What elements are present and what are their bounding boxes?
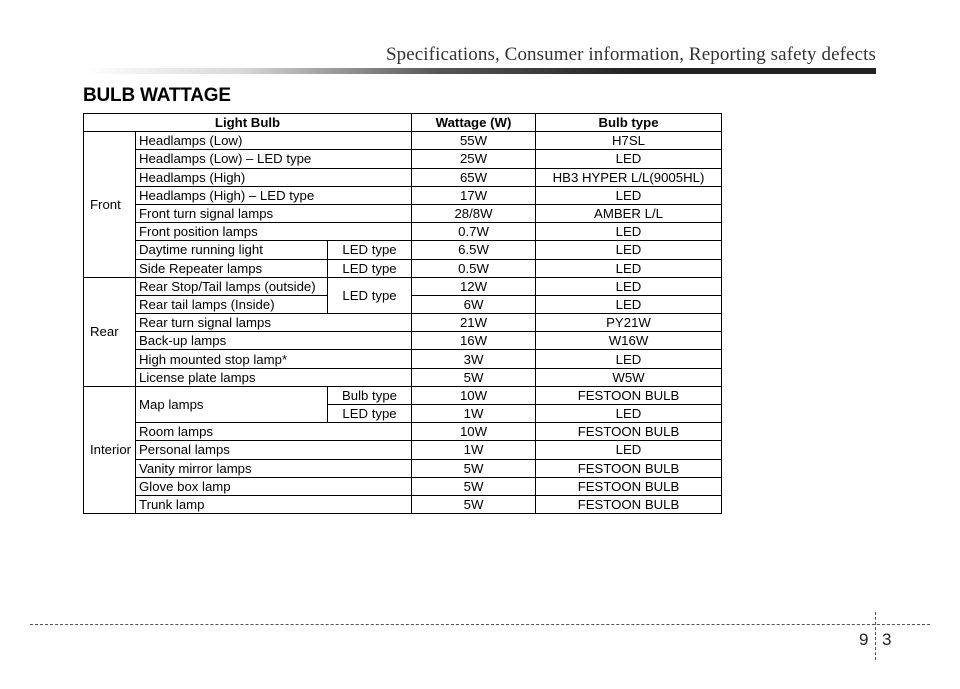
group-label-interior: Interior (84, 386, 136, 513)
bulb-type-value: LED (536, 405, 722, 423)
wattage-value: 17W (412, 186, 536, 204)
bulb-type-value: H7SL (536, 132, 722, 150)
footer-divider (875, 612, 876, 660)
table-row (84, 314, 722, 332)
bulb-type-value: LED (536, 350, 722, 368)
wattage-value: 21W (412, 314, 536, 332)
bulb-type-value: LED (536, 223, 722, 241)
column-header-wattage: Wattage (W) (412, 114, 536, 132)
chapter-number: 9 (859, 630, 869, 649)
table-header-row (84, 114, 722, 132)
bulb-wattage-table (83, 113, 722, 514)
group-label-rear: Rear (84, 277, 136, 386)
bulb-type-value: LED (536, 295, 722, 313)
bulb-type-value: FESTOON BULB (536, 495, 722, 513)
bulb-type-value: HB3 HYPER L/L(9005HL) (536, 168, 722, 186)
bulb-name: License plate lamps (136, 368, 412, 386)
wattage-value: 25W (412, 150, 536, 168)
column-header-bulb-type: Bulb type (536, 114, 722, 132)
bulb-type-value: LED (536, 277, 722, 295)
bulb-type-value: LED (536, 441, 722, 459)
bulb-name: Trunk lamp (136, 495, 412, 513)
bulb-type-value: LED (536, 150, 722, 168)
bulb-subtype: LED type (328, 405, 412, 423)
wattage-value: 1W (412, 441, 536, 459)
column-header-light-bulb: Light Bulb (84, 114, 412, 132)
wattage-value: 6W (412, 295, 536, 313)
bulb-name: Headlamps (High) (136, 168, 412, 186)
bulb-name: Vanity mirror lamps (136, 459, 412, 477)
bulb-name: Map lamps (136, 386, 328, 422)
wattage-value: 65W (412, 168, 536, 186)
footer-rule (30, 624, 930, 625)
bulb-name: Front position lamps (136, 223, 412, 241)
wattage-value: 55W (412, 132, 536, 150)
table-row (84, 477, 722, 495)
table-row (84, 423, 722, 441)
table-row (84, 277, 722, 295)
bulb-subtype: LED type (328, 241, 412, 259)
bulb-name: Headlamps (High) – LED type (136, 186, 412, 204)
bulb-name: Room lamps (136, 423, 412, 441)
bulb-name: Rear turn signal lamps (136, 314, 412, 332)
table-row (84, 204, 722, 222)
bulb-subtype: Bulb type (328, 386, 412, 404)
group-label-front: Front (84, 132, 136, 278)
table-row (84, 441, 722, 459)
section-title: BULB WATTAGE (83, 85, 231, 106)
wattage-value: 6.5W (412, 241, 536, 259)
bulb-name: High mounted stop lamp* (136, 350, 412, 368)
table-row (84, 459, 722, 477)
bulb-name: Glove box lamp (136, 477, 412, 495)
bulb-type-value: LED (536, 186, 722, 204)
page-header-title: Specifications, Consumer information, Reporting safety defects (385, 44, 876, 65)
bulb-type-value: LED (536, 259, 722, 277)
table-row (84, 241, 722, 259)
bulb-type-value: W5W (536, 368, 722, 386)
table-row (84, 223, 722, 241)
table-row (84, 368, 722, 386)
table-row (84, 259, 722, 277)
bulb-name: Daytime running light (136, 241, 328, 259)
wattage-value: 12W (412, 277, 536, 295)
table-row (84, 186, 722, 204)
page-number: 3 (882, 630, 892, 649)
wattage-value: 3W (412, 350, 536, 368)
wattage-value: 5W (412, 368, 536, 386)
bulb-subtype: LED type (328, 259, 412, 277)
table-row (84, 150, 722, 168)
bulb-type-value: FESTOON BULB (536, 477, 722, 495)
bulb-type-value: PY21W (536, 314, 722, 332)
table-row (84, 495, 722, 513)
bulb-type-value: FESTOON BULB (536, 459, 722, 477)
table-row (84, 132, 722, 150)
wattage-value: 10W (412, 423, 536, 441)
wattage-value: 1W (412, 405, 536, 423)
bulb-type-value: FESTOON BULB (536, 386, 722, 404)
wattage-value: 16W (412, 332, 536, 350)
table-row (84, 332, 722, 350)
wattage-value: 5W (412, 477, 536, 495)
wattage-value: 10W (412, 386, 536, 404)
table-row (84, 168, 722, 186)
wattage-value: 28/8W (412, 204, 536, 222)
bulb-subtype: LED type (328, 277, 412, 313)
bulb-name: Side Repeater lamps (136, 259, 328, 277)
bulb-name: Headlamps (Low) – LED type (136, 150, 412, 168)
bulb-type-value: W16W (536, 332, 722, 350)
bulb-name: Rear Stop/Tail lamps (outside) (136, 277, 328, 295)
bulb-type-value: LED (536, 241, 722, 259)
wattage-value: 0.5W (412, 259, 536, 277)
table-row (84, 386, 722, 404)
bulb-type-value: AMBER L/L (536, 204, 722, 222)
bulb-name: Rear tail lamps (Inside) (136, 295, 328, 313)
table-row (84, 350, 722, 368)
header-rule (83, 68, 876, 74)
bulb-name: Personal lamps (136, 441, 412, 459)
wattage-value: 0.7W (412, 223, 536, 241)
wattage-value: 5W (412, 459, 536, 477)
bulb-name: Headlamps (Low) (136, 132, 412, 150)
bulb-type-value: FESTOON BULB (536, 423, 722, 441)
bulb-name: Front turn signal lamps (136, 204, 412, 222)
wattage-value: 5W (412, 495, 536, 513)
bulb-name: Back-up lamps (136, 332, 412, 350)
